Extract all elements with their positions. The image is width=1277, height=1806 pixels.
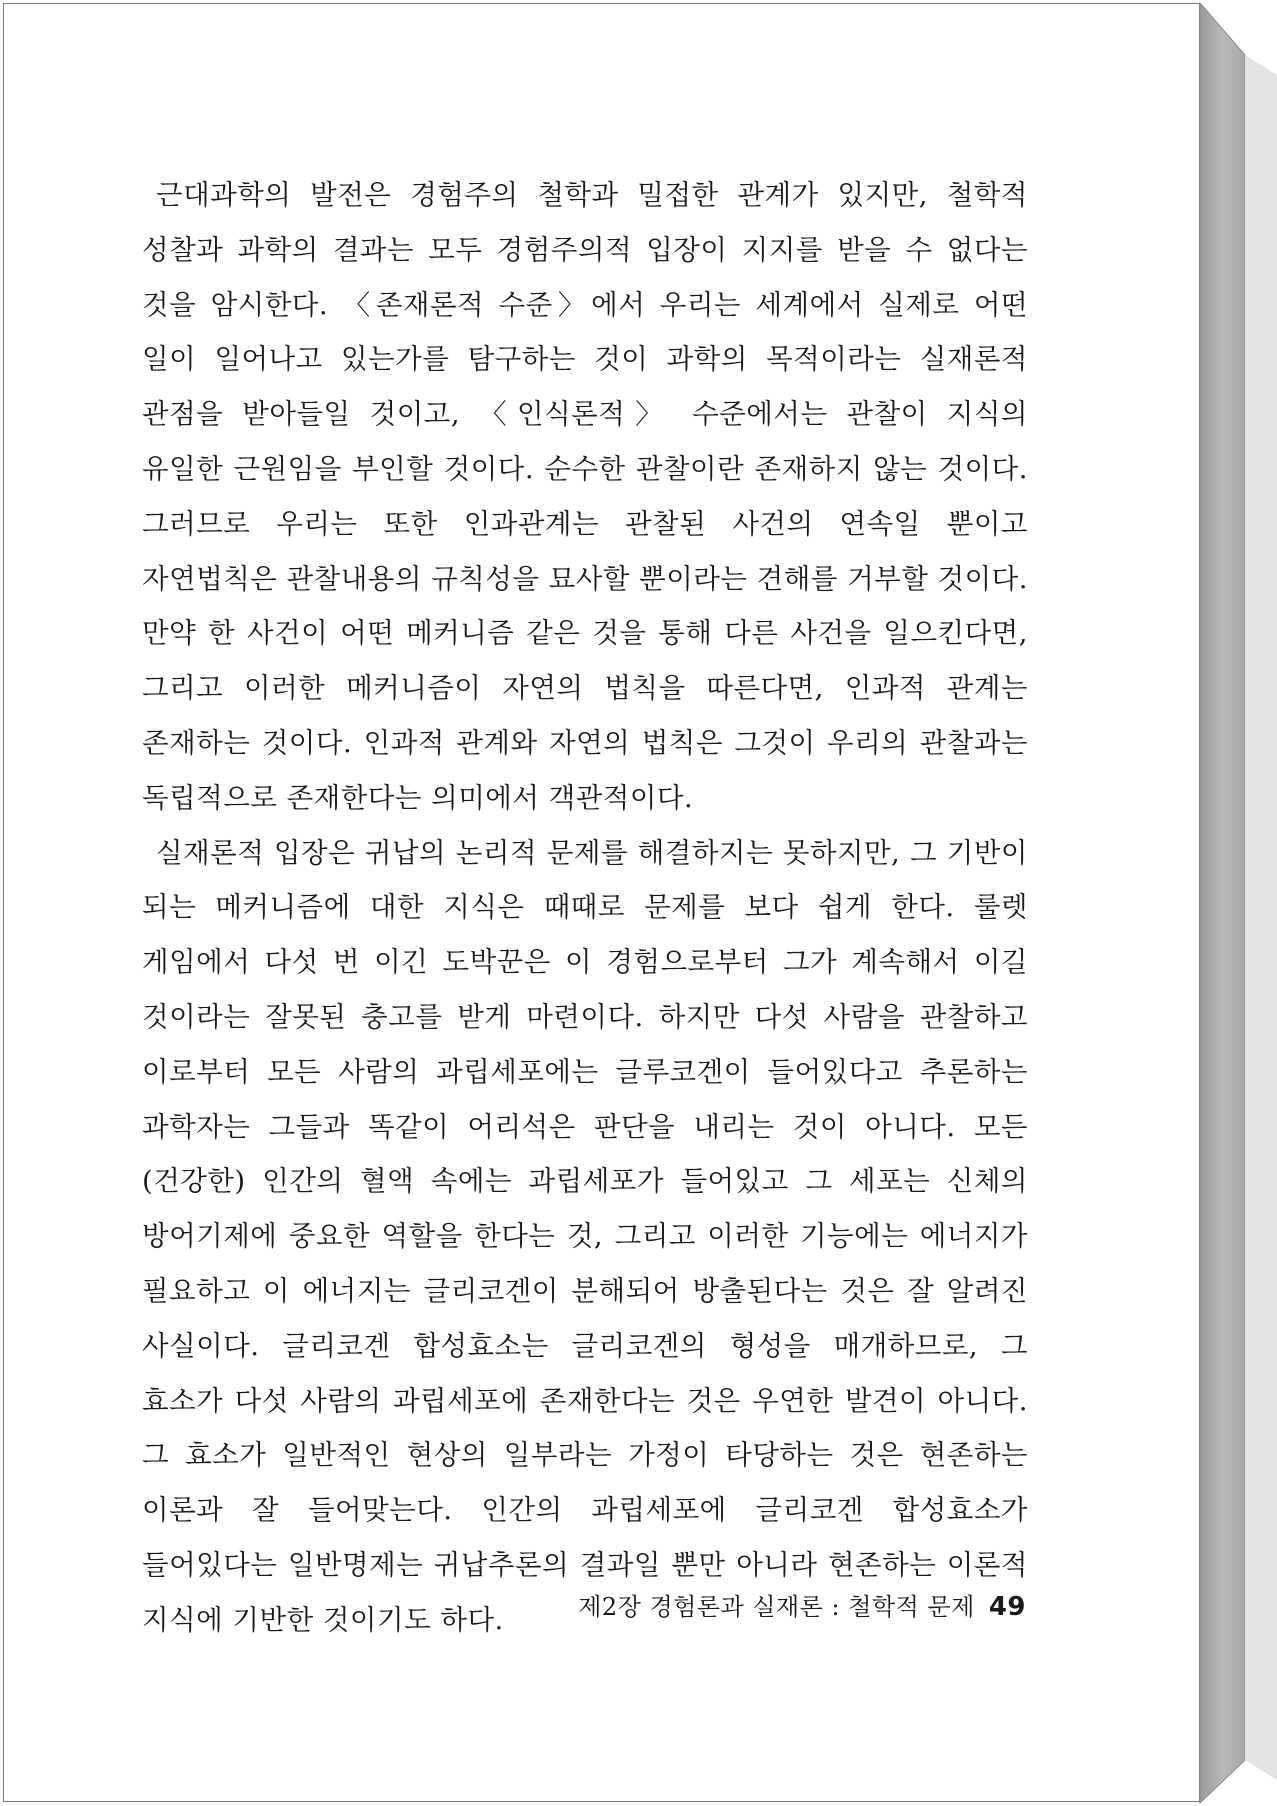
book-shadow bbox=[1245, 55, 1277, 1780]
paragraph-1: 근대과학의 발전은 경험주의 철학과 밀접한 관계가 있지만, 철학적 성찰과 과학의 결과는 모두 경험주의적 입장이 지지를 받을 수 없다는 것을 암시한다. 〈존재론적 수준〉에서 우리는 세계에서 실제로 어떤 일이 일어나고 있는가를 탐구하는 것이 과학의 목적이라는 실재론적 관점을 받아들일 것이고, 〈인식론적〉 수준에서는 관찰이 지식의 유일한 근원임을 부인할 것이다. 순수한 관찰이란 존재하지 않는 것이다. 그러므로 우리는 또한 인과관계는 관찰된 사건의 연속일 뿐이고 자연법칙은 관찰내용의 규칙성을 묘사할 뿐이라는 견해를 거부할 것이다. 만약 한 사건이 어떤 메커니즘 같은 것을 통해 다른 사건을 일으킨다면, 그리고 이러한 메커니즘이 자연의 법칙을 따른다면, 인과적 관계는 존재하는 것이다. 인과적 관계와 자연의 법칙은 그것이 우리의 관찰과는 독립적으로 존재한다는 의미에서 객관적이다. bbox=[142, 179, 1028, 814]
body-text bbox=[142, 168, 1028, 1648]
page-number: 49 bbox=[988, 1592, 1026, 1622]
running-footer-chapter: 제2장 경험론과 실재론 : 철학적 문제 bbox=[578, 1593, 975, 1621]
page-footer bbox=[578, 1587, 1026, 1622]
book-thickness-side bbox=[1200, 3, 1245, 1803]
paragraph-2: 실재론적 입장은 귀납의 논리적 문제를 해결하지는 못하지만, 그 기반이 되는 메커니즘에 대한 지식은 때때로 문제를 보다 쉽게 한다. 룰렛 게임에서 다섯 번 이긴 도박꾼은 이 경험으로부터 그가 계속해서 이길 것이라는 잘못된 충고를 받게 마련이다. 하지만 다섯 사람을 관찰하고 이로부터 모든 사람의 과립세포에는 글루코겐이 들어있다고 추론하는 과학자는 그들과 똑같이 어리석은 판단을 내리는 것이 아니다. 모든 (건강한) 인간의 혈액 속에는 과립세포가 들어있고 그 세포는 신체의 방어기제에 중요한 역할을 한다는 것, 그리고 이러한 기능에는 에너지가 필요하고 이 에너지는 글리코겐이 분해되어 방출된다는 것은 잘 알려진 사실이다. 글리코겐 합성효소는 글리코겐의 형성을 매개하므로, 그 효소가 다섯 사람의 과립세포에 존재한다는 것은 우연한 발견이 아니다. 그 효소가 일반적인 현상의 일부라는 가정이 타당하는 것은 현존하는 이론과 잘 들어맞는다. 인간의 과립세포에 글리코겐 합성효소가 들어있다는 일반명제는 귀납추론의 결과일 뿐만 아니라 현존하는 이론적 지식에 기반한 것이기도 하다. bbox=[142, 836, 1028, 1636]
